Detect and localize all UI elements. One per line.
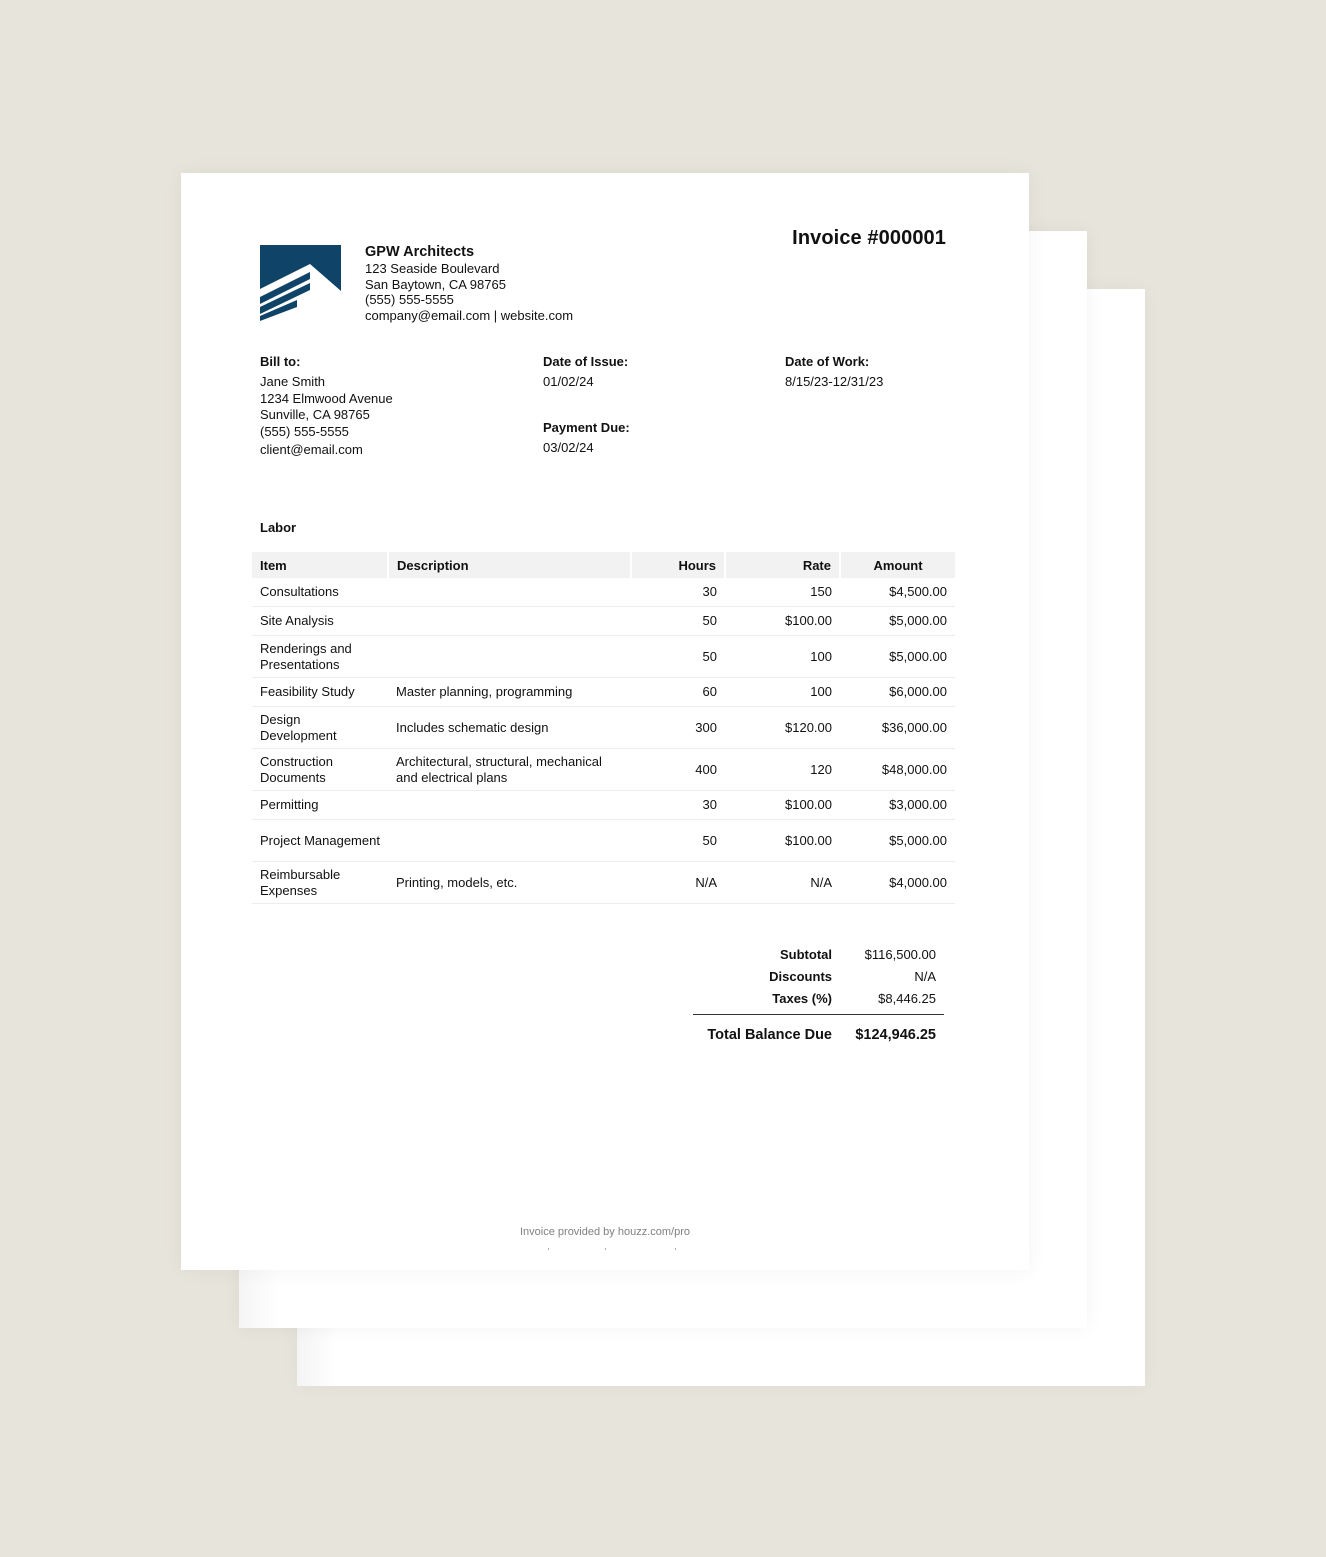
discounts-row bbox=[693, 965, 944, 987]
cell-rate: 150 bbox=[725, 578, 840, 607]
total-balance-row bbox=[693, 1024, 944, 1046]
client-address-line2: Sunville, CA 98765 bbox=[260, 406, 370, 422]
subtotal-row bbox=[693, 943, 944, 965]
labor-section-title: Labor bbox=[260, 520, 297, 535]
cell-amount: $4,500.00 bbox=[840, 578, 955, 607]
table-row bbox=[252, 707, 955, 749]
cell-rate: $120.00 bbox=[725, 707, 840, 749]
labor-table bbox=[252, 552, 955, 904]
cell-amount: $5,000.00 bbox=[840, 636, 955, 678]
discounts-value: N/A bbox=[914, 968, 936, 984]
total-balance-value: $124,946.25 bbox=[855, 1027, 936, 1043]
date-of-work-label: Date of Work: bbox=[785, 354, 870, 369]
cell-amount: $3,000.00 bbox=[840, 791, 955, 820]
cell-rate: 120 bbox=[725, 749, 840, 791]
taxes-value: $8,446.25 bbox=[878, 990, 936, 1006]
company-address-line2: San Baytown, CA 98765 bbox=[365, 276, 506, 292]
cell-item: Permitting bbox=[252, 791, 388, 820]
cell-rate: 100 bbox=[725, 678, 840, 707]
cell-item: Project Management bbox=[252, 820, 388, 862]
table-row bbox=[252, 749, 955, 791]
payment-due-block bbox=[543, 419, 630, 456]
cell-description bbox=[388, 636, 631, 678]
cell-item: Consultations bbox=[252, 578, 388, 607]
cell-rate: 100 bbox=[725, 636, 840, 678]
cell-amount: $5,000.00 bbox=[840, 607, 955, 636]
company-name: GPW Architects bbox=[365, 244, 475, 260]
date-of-issue-label: Date of Issue: bbox=[543, 354, 629, 369]
taxes-label: Taxes (%) bbox=[772, 990, 832, 1006]
table-row bbox=[252, 678, 955, 707]
column-header-description: Description bbox=[388, 552, 631, 578]
cell-hours: 30 bbox=[631, 578, 725, 607]
client-name: Jane Smith bbox=[260, 373, 326, 389]
table-row bbox=[252, 791, 955, 820]
column-header-item: Item bbox=[252, 552, 388, 578]
footer-marks bbox=[546, 1248, 681, 1254]
taxes-row bbox=[693, 987, 944, 1009]
cell-amount: $5,000.00 bbox=[840, 820, 955, 862]
cell-hours: N/A bbox=[631, 862, 725, 904]
cell-hours: 60 bbox=[631, 678, 725, 707]
company-phone: (555) 555-5555 bbox=[365, 292, 454, 307]
cell-item: Site Analysis bbox=[252, 607, 388, 636]
company-info bbox=[365, 244, 573, 323]
cell-hours: 50 bbox=[631, 820, 725, 862]
totals-block bbox=[693, 943, 944, 1046]
bill-to-label: Bill to: bbox=[260, 354, 301, 369]
column-header-amount: Amount bbox=[840, 552, 955, 578]
table-row bbox=[252, 862, 955, 904]
cell-item: Design Development bbox=[252, 707, 388, 749]
date-of-work-block bbox=[785, 353, 883, 390]
cell-hours: 50 bbox=[631, 636, 725, 678]
company-address-line1: 123 Seaside Boulevard bbox=[365, 261, 500, 276]
client-address-line1: 1234 Elmwood Avenue bbox=[260, 391, 393, 406]
cell-description: Includes schematic design bbox=[388, 707, 631, 749]
cell-rate: N/A bbox=[725, 862, 840, 904]
company-contact: company@email.com | website.com bbox=[365, 307, 574, 323]
cell-amount: $36,000.00 bbox=[840, 707, 955, 749]
total-balance-label: Total Balance Due bbox=[707, 1027, 832, 1043]
cell-description bbox=[388, 578, 631, 607]
cell-amount: $6,000.00 bbox=[840, 678, 955, 707]
cell-description bbox=[388, 791, 631, 820]
cell-item: Reimbursable Expenses bbox=[252, 862, 388, 904]
cell-hours: 400 bbox=[631, 749, 725, 791]
company-logo-icon bbox=[260, 245, 341, 321]
subtotal-label: Subtotal bbox=[780, 946, 832, 962]
cell-hours: 300 bbox=[631, 707, 725, 749]
table-header-row bbox=[252, 552, 955, 578]
column-header-hours: Hours bbox=[631, 552, 725, 578]
table-row bbox=[252, 578, 955, 607]
date-of-issue-value: 01/02/24 bbox=[543, 373, 594, 389]
column-header-rate: Rate bbox=[725, 552, 840, 578]
cell-hours: 50 bbox=[631, 607, 725, 636]
date-of-issue-block bbox=[543, 353, 628, 390]
cell-description bbox=[388, 820, 631, 862]
cell-item: Renderings and Presentations bbox=[252, 636, 388, 678]
cell-description bbox=[388, 607, 631, 636]
cell-rate: $100.00 bbox=[725, 607, 840, 636]
footer-credit: Invoice provided by houzz.com/pro bbox=[520, 1226, 690, 1238]
table-row bbox=[252, 607, 955, 636]
subtotal-value: $116,500.00 bbox=[864, 946, 936, 962]
cell-amount: $48,000.00 bbox=[840, 749, 955, 791]
invoice-title: Invoice #000001 bbox=[792, 227, 946, 249]
date-of-work-value: 8/15/23-12/31/23 bbox=[785, 373, 884, 389]
cell-rate: $100.00 bbox=[725, 791, 840, 820]
discounts-label: Discounts bbox=[769, 968, 832, 984]
payment-due-value: 03/02/24 bbox=[543, 439, 594, 455]
invoice-page bbox=[181, 173, 1029, 1270]
cell-hours: 30 bbox=[631, 791, 725, 820]
cell-description: Architectural, structural, mechanical and electrical plans bbox=[388, 749, 631, 791]
cell-rate: $100.00 bbox=[725, 820, 840, 862]
cell-item: Construction Documents bbox=[252, 749, 388, 791]
payment-due-label: Payment Due: bbox=[543, 420, 630, 435]
cell-amount: $4,000.00 bbox=[840, 862, 955, 904]
cell-item: Feasibility Study bbox=[252, 678, 388, 707]
table-row bbox=[252, 636, 955, 678]
bill-to-block bbox=[260, 353, 393, 458]
client-email: client@email.com bbox=[260, 441, 363, 457]
totals-divider bbox=[693, 1014, 944, 1015]
table-row bbox=[252, 820, 955, 862]
cell-description: Master planning, programming bbox=[388, 678, 631, 707]
cell-description: Printing, models, etc. bbox=[388, 862, 631, 904]
client-phone: (555) 555-5555 bbox=[260, 424, 349, 439]
